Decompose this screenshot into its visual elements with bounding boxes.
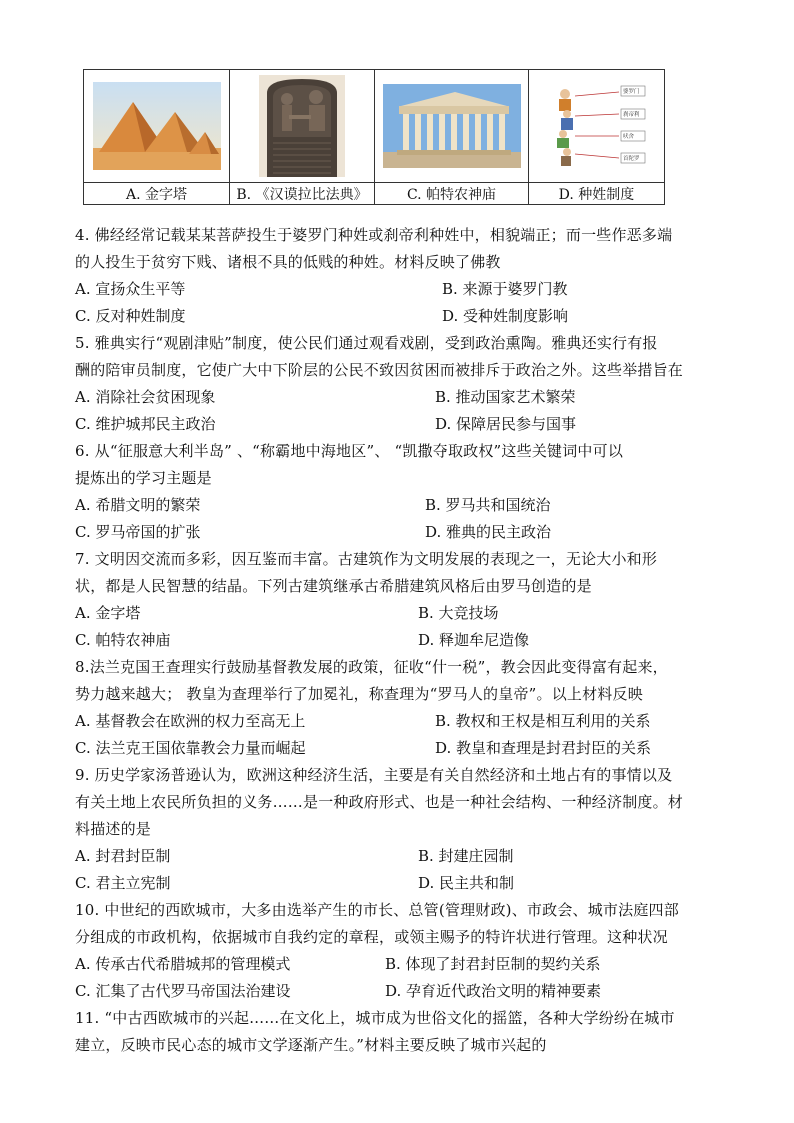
image-options-table [83,69,665,205]
caption-b: B. 《汉谟拉比法典》 [230,183,375,205]
question-6 [75,438,720,546]
caste-system-image-cell [529,70,665,183]
question-stem-line: 7. 文明因交流而多彩，因互鉴而丰富。古建筑作为文明发展的表现之一，无论大小和形 [75,550,658,568]
option-d[interactable]: D. 受种姓制度影响 [442,307,569,325]
question-stem-line: 9. 历史学家汤普逊认为，欧洲这种经济生活，主要是有关自然经济和土地占有的事情以及 [75,766,673,784]
option-a[interactable]: A. 基督教会在欧洲的权力至高无上 [75,712,306,730]
option-b[interactable]: B. 来源于婆罗门教 [442,280,568,298]
questions-section [75,222,720,1059]
pyramids-image [93,82,221,170]
option-c[interactable]: C. 反对种姓制度 [75,307,186,325]
option-a[interactable]: A. 封君封臣制 [75,847,171,865]
option-b[interactable]: B. 罗马共和国统治 [425,496,551,514]
options-row [75,708,720,735]
caption-a: A. 金字塔 [84,183,230,205]
caste-label-kshatriya: 刹帝利 [622,112,640,118]
option-d[interactable]: D. 保障居民参与国事 [435,415,577,433]
question-stem-line: 状，都是人民智慧的结晶。下列古建筑继承古希腊建筑风格后由罗马创造的是 [75,577,592,595]
question-stem-line: 10. 中世纪的西欧城市，大多由选举产生的市长、总管(管理财政)、市政会、城市法庭四部 [75,901,679,919]
question-7 [75,546,720,654]
caption-c: C. 帕特农神庙 [375,183,529,205]
option-b[interactable]: B. 封建庄园制 [418,847,514,865]
parthenon-image-cell [375,70,529,183]
option-c[interactable]: C. 汇集了古代罗马帝国法治建设 [75,982,291,1000]
question-stem-line: 提炼出的学习主题是 [75,469,212,487]
option-b[interactable]: B. 大竞技场 [418,604,499,622]
option-a[interactable]: A. 希腊文明的繁荣 [75,496,201,514]
caption-d: D. 种姓制度 [529,183,665,205]
option-d[interactable]: D. 孕育近代政治文明的精神要素 [385,982,602,1000]
option-a[interactable]: A. 金字塔 [75,604,141,622]
options-row [75,951,720,978]
question-9 [75,762,720,897]
question-stem-line: 5. 雅典实行“观剧津贴”制度，使公民们通过观看戏剧，受到政治熏陶。雅典还实行有报 [75,334,658,352]
question-11 [75,1005,720,1059]
hammurabi-stele-image [259,75,345,177]
question-8 [75,654,720,762]
options-row [75,978,720,1005]
option-c[interactable]: C. 罗马帝国的扩张 [75,523,201,541]
option-a[interactable]: A. 宣扬众生平等 [75,280,186,298]
option-b[interactable]: B. 教权和王权是相互利用的关系 [435,712,651,730]
question-stem-line: 势力越来越大； 教皇为查理举行了加冕礼，称查理为“罗马人的皇帝”。以上材料反映 [75,685,643,703]
option-a[interactable]: A. 消除社会贫困现象 [75,388,216,406]
option-c[interactable]: C. 帕特农神庙 [75,631,171,649]
question-10 [75,897,720,1005]
question-stem-line: 酬的陪审员制度，它使广大中下阶层的公民不致因贫困而被排斥于政治之外。这些举措旨在 [75,361,684,379]
options-row [75,843,720,870]
question-stem-line: 有关土地上农民所负担的义务……是一种政府形式、也是一种社会结构、一种经济制度。材 [75,793,684,811]
options-row [75,627,720,654]
parthenon-image [383,84,521,168]
question-stem-line: 4. 佛经经常记载某某菩萨投生于婆罗门种姓或刹帝利种姓中，相貌端正；而一些作恶多端 [75,226,673,244]
question-stem-line: 料描述的是 [75,820,152,838]
options-row [75,519,720,546]
question-stem-line: 分组成的市政机构，依据城市自我约定的章程，或领主赐予的特许状进行管理。这种状况 [75,928,668,946]
hammurabi-code-image-cell [230,70,375,183]
option-c[interactable]: C. 法兰克王国依靠教会力量而崛起 [75,739,306,757]
options-row [75,303,720,330]
question-5 [75,330,720,438]
question-stem-line: 建立，反映市民心态的城市文学逐渐产生。”材料主要反映了城市兴起的 [75,1036,547,1054]
pyramids-image-cell [84,70,230,183]
question-stem-line: 8.法兰克国王查理实行鼓励基督教发展的政策，征收“什一税”，教会因此变得富有起来， [75,658,668,676]
question-stem-line: 11. “中古西欧城市的兴起……在文化上，城市成为世俗文化的摇篮，各种大学纷纷在城市 [75,1009,675,1027]
option-d[interactable]: D. 教皇和查理是封君封臣的关系 [435,739,652,757]
options-row [75,384,720,411]
options-row [75,600,720,627]
options-row [75,870,720,897]
option-c[interactable]: C. 维护城邦民主政治 [75,415,216,433]
caste-system-diagram [541,82,653,170]
question-4 [75,222,720,330]
caste-label-brahmin: 婆罗门 [622,89,640,95]
option-a[interactable]: A. 传承古代希腊城邦的管理模式 [75,955,291,973]
question-stem-line: 的人投生于贫穷下贱、诸根不具的低贱的种姓。材料反映了佛教 [75,253,501,271]
option-d[interactable]: D. 雅典的民主政治 [425,523,552,541]
caste-label-shudra: 首陀罗 [622,156,640,162]
caste-label-vaishya: 吠舍 [622,134,634,140]
question-stem-line: 6. 从“征服意大利半岛” 、“称霸地中海地区”、 “凯撒夺取政权”这些关键词中可以 [75,442,624,460]
options-row [75,276,720,303]
options-row [75,411,720,438]
option-c[interactable]: C. 君主立宪制 [75,874,171,892]
option-b[interactable]: B. 推动国家艺术繁荣 [435,388,576,406]
option-d[interactable]: D. 民主共和制 [418,874,515,892]
option-b[interactable]: B. 体现了封君封臣制的契约关系 [385,955,601,973]
options-row [75,492,720,519]
option-d[interactable]: D. 释迦牟尼造像 [418,631,530,649]
options-row [75,735,720,762]
